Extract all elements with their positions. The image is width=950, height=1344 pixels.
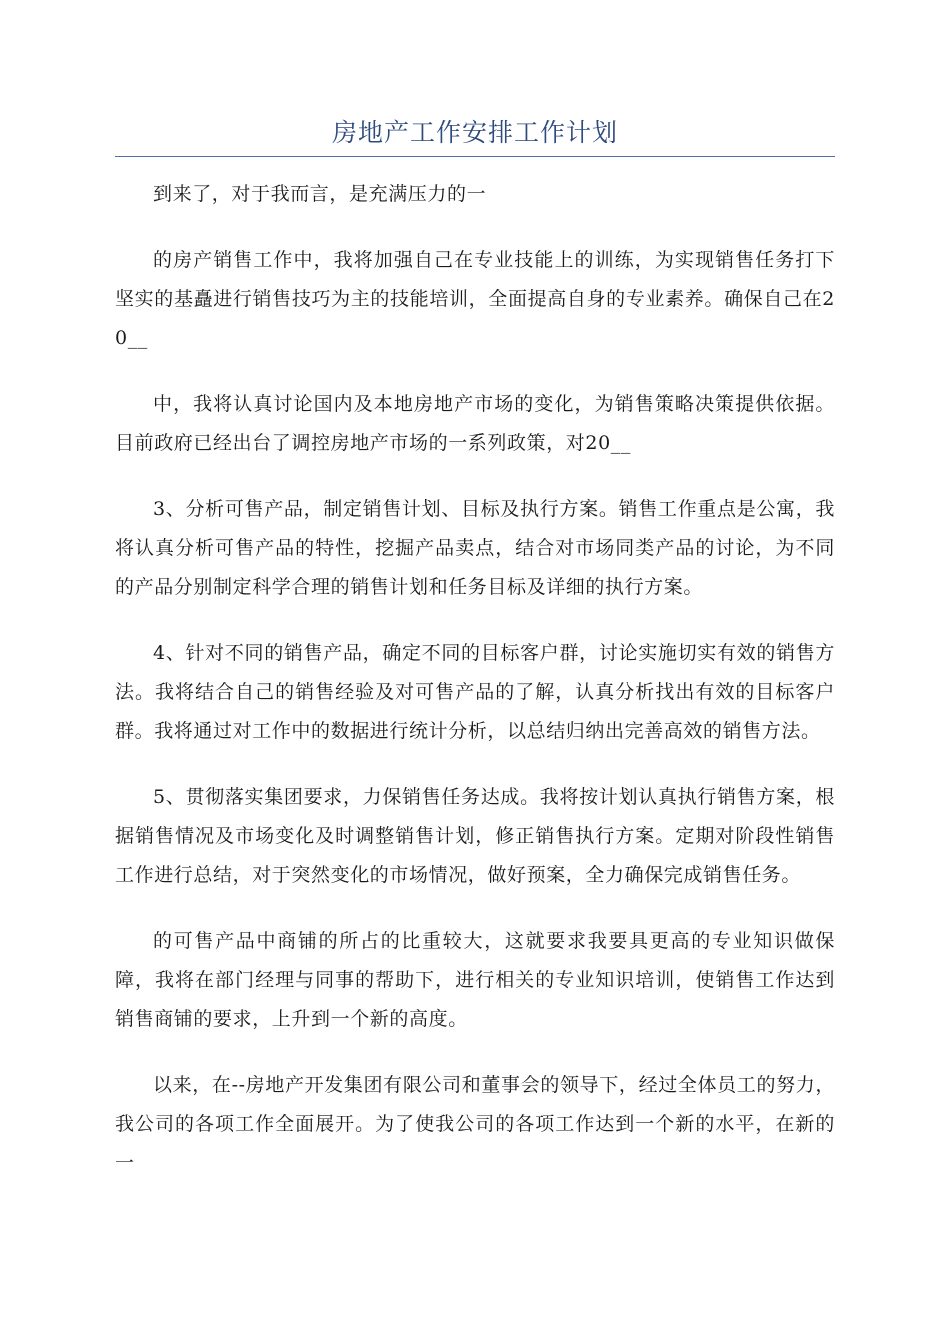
paragraph-6: 5、贯彻落实集团要求，力保销售任务达成。我将按计划认真执行销售方案，根据销售情况及市场变化及时调整销售计划，修正销售执行方案。定期对阶段性销售工作进行总结，对于突然变化的市场情况，做好预案，全力确保完成销售任务。 bbox=[115, 786, 835, 886]
paragraph-1: 到来了，对于我而言，是充满压力的一 bbox=[153, 183, 487, 205]
paragraph-8: 以来，在--房地产开发集团有限公司和董事会的领导下，经过全体员工的努力，我公司的各项工作全面展开。为了使我公司的各项工作达到一个新的水平，在新的一 bbox=[115, 1074, 835, 1174]
page-title: 房地产工作安排工作计划 bbox=[331, 118, 618, 147]
paragraph-2: 的房产销售工作中，我将加强自己在专业技能上的训练，为实现销售任务打下坚实的基矗进行销售技巧为主的技能培训，全面提高自身的专业素养。确保自己在20__ bbox=[115, 249, 835, 349]
document-body bbox=[115, 175, 835, 1210]
paragraph-4: 3、分析可售产品，制定销售计划、目标及执行方案。销售工作重点是公寓，我将认真分析可售产品的特性，挖掘产品卖点，结合对市场同类产品的讨论，为不同的产品分别制定科学合理的销售计划和任务目标及详细的执行方案。 bbox=[115, 498, 835, 598]
paragraph-5: 4、针对不同的销售产品，确定不同的目标客户群，讨论实施切实有效的销售方法。我将结合自己的销售经验及对可售产品的了解，认真分析找出有效的目标客户群。我将通过对工作中的数据进行统计分析，以总结归纳出完善高效的销售方法。 bbox=[115, 642, 835, 742]
paragraph-3: 中，我将认真讨论国内及本地房地产市场的变化，为销售策略决策提供依据。目前政府已经出台了调控房地产市场的一系列政策，对20__ bbox=[115, 393, 835, 454]
paragraph-7: 的可售产品中商铺的所占的比重较大，这就要求我要具更高的专业知识做保障，我将在部门经理与同事的帮助下，进行相关的专业知识培训，使销售工作达到销售商铺的要求，上升到一个新的高度。 bbox=[115, 930, 835, 1030]
title-block bbox=[115, 112, 835, 157]
